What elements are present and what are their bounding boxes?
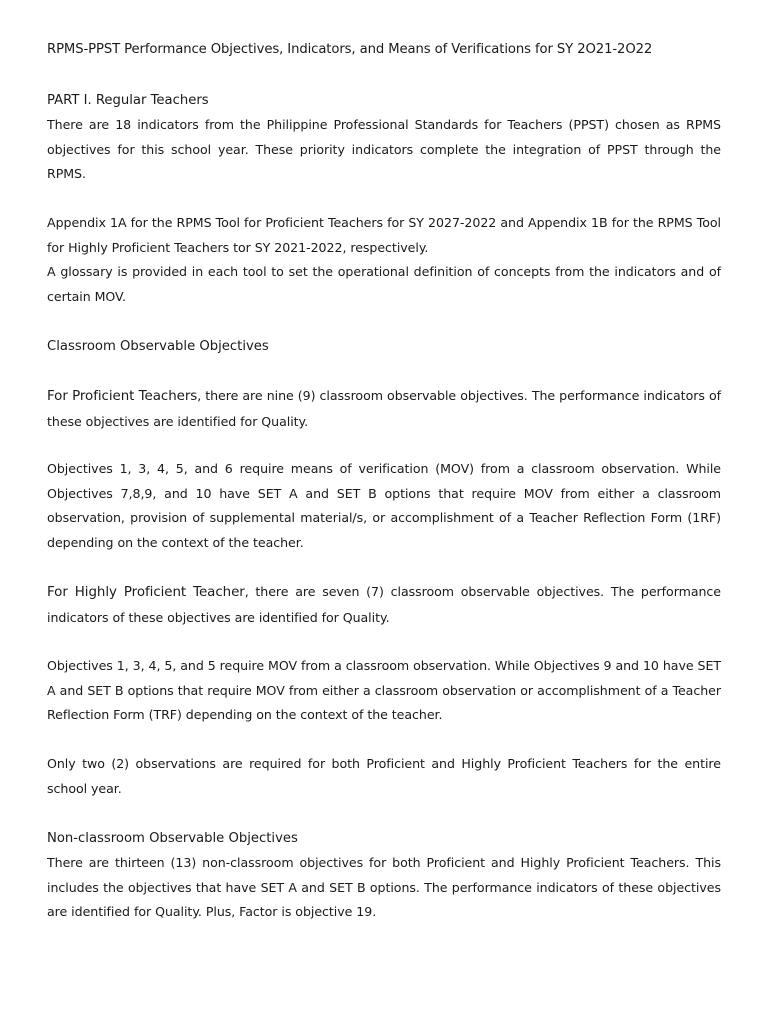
document-title: RPMS-PPST Performance Objectives, Indicators, and Means of Verifications for SY 2O21-2O22 [47,42,653,57]
proficient-mov-paragraph: Objectives 1, 3, 4, 5, and 6 require means of verification (MOV) from a classroom observation. While Objectives 7,8,9, and 10 have SET A and SET B options that require MOV from either a classroom observation, provision of supplemental material/s, or accomplishment of a Teacher Reflection Form (1RF) depending on the context of the teacher. [47,461,721,550]
proficient-text: , there are nine (9) classroom observable objectives. The performance indicators of these objectives are identified for Quality. [47,388,721,429]
non-classroom-heading: Non-classroom Observable Objectives [47,831,298,846]
non-classroom-paragraph: There are thirteen (13) non-classroom objectives for both Proficient and Highly Proficient Teachers. This includes the objectives that have SET A and SET B options. The performance indicators of these objectives are identified for Quality. Plus, Factor is objective 19. [47,855,721,919]
observations-paragraph: Only two (2) observations are required for both Proficient and Highly Proficient Teachers for the entire school year. [47,756,721,796]
proficient-paragraph [47,384,721,434]
appendix-paragraph: Appendix 1A for the RPMS Tool for Proficient Teachers for SY 2027-2022 and Appendix 1B for the RPMS Tool for Highly Proficient Teachers tor SY 2021-2022, respectively. [47,215,721,255]
highly-proficient-paragraph [47,580,721,630]
highly-proficient-lead: For Highly Proficient Teacher [47,585,245,600]
proficient-lead: For Proficient Teachers [47,389,198,404]
classroom-heading: Classroom Observable Objectives [47,339,269,354]
part1-intro-paragraph: There are 18 indicators from the Philippine Professional Standards for Teachers (PPST) chosen as RPMS objectives for this school year. These priority indicators complete the integration of PPST through the RPMS. [47,117,721,181]
highly-proficient-text: , there are seven (7) classroom observable objectives. The performance indicators of these objectives are identified for Quality. [47,584,721,625]
part1-heading: PART I. Regular Teachers [47,93,209,108]
glossary-paragraph: A glossary is provided in each tool to set the operational definition of concepts from the indicators and of certain MOV. [47,264,721,304]
highly-proficient-mov-paragraph: Objectives 1, 3, 4, 5, and 5 require MOV from a classroom observation. While Objectives 9 and 10 have SET A and SET B options that require MOV from either a classroom observation or accomplishment of a Teacher Reflection Form (TRF) depending on the context of the teacher. [47,658,721,722]
